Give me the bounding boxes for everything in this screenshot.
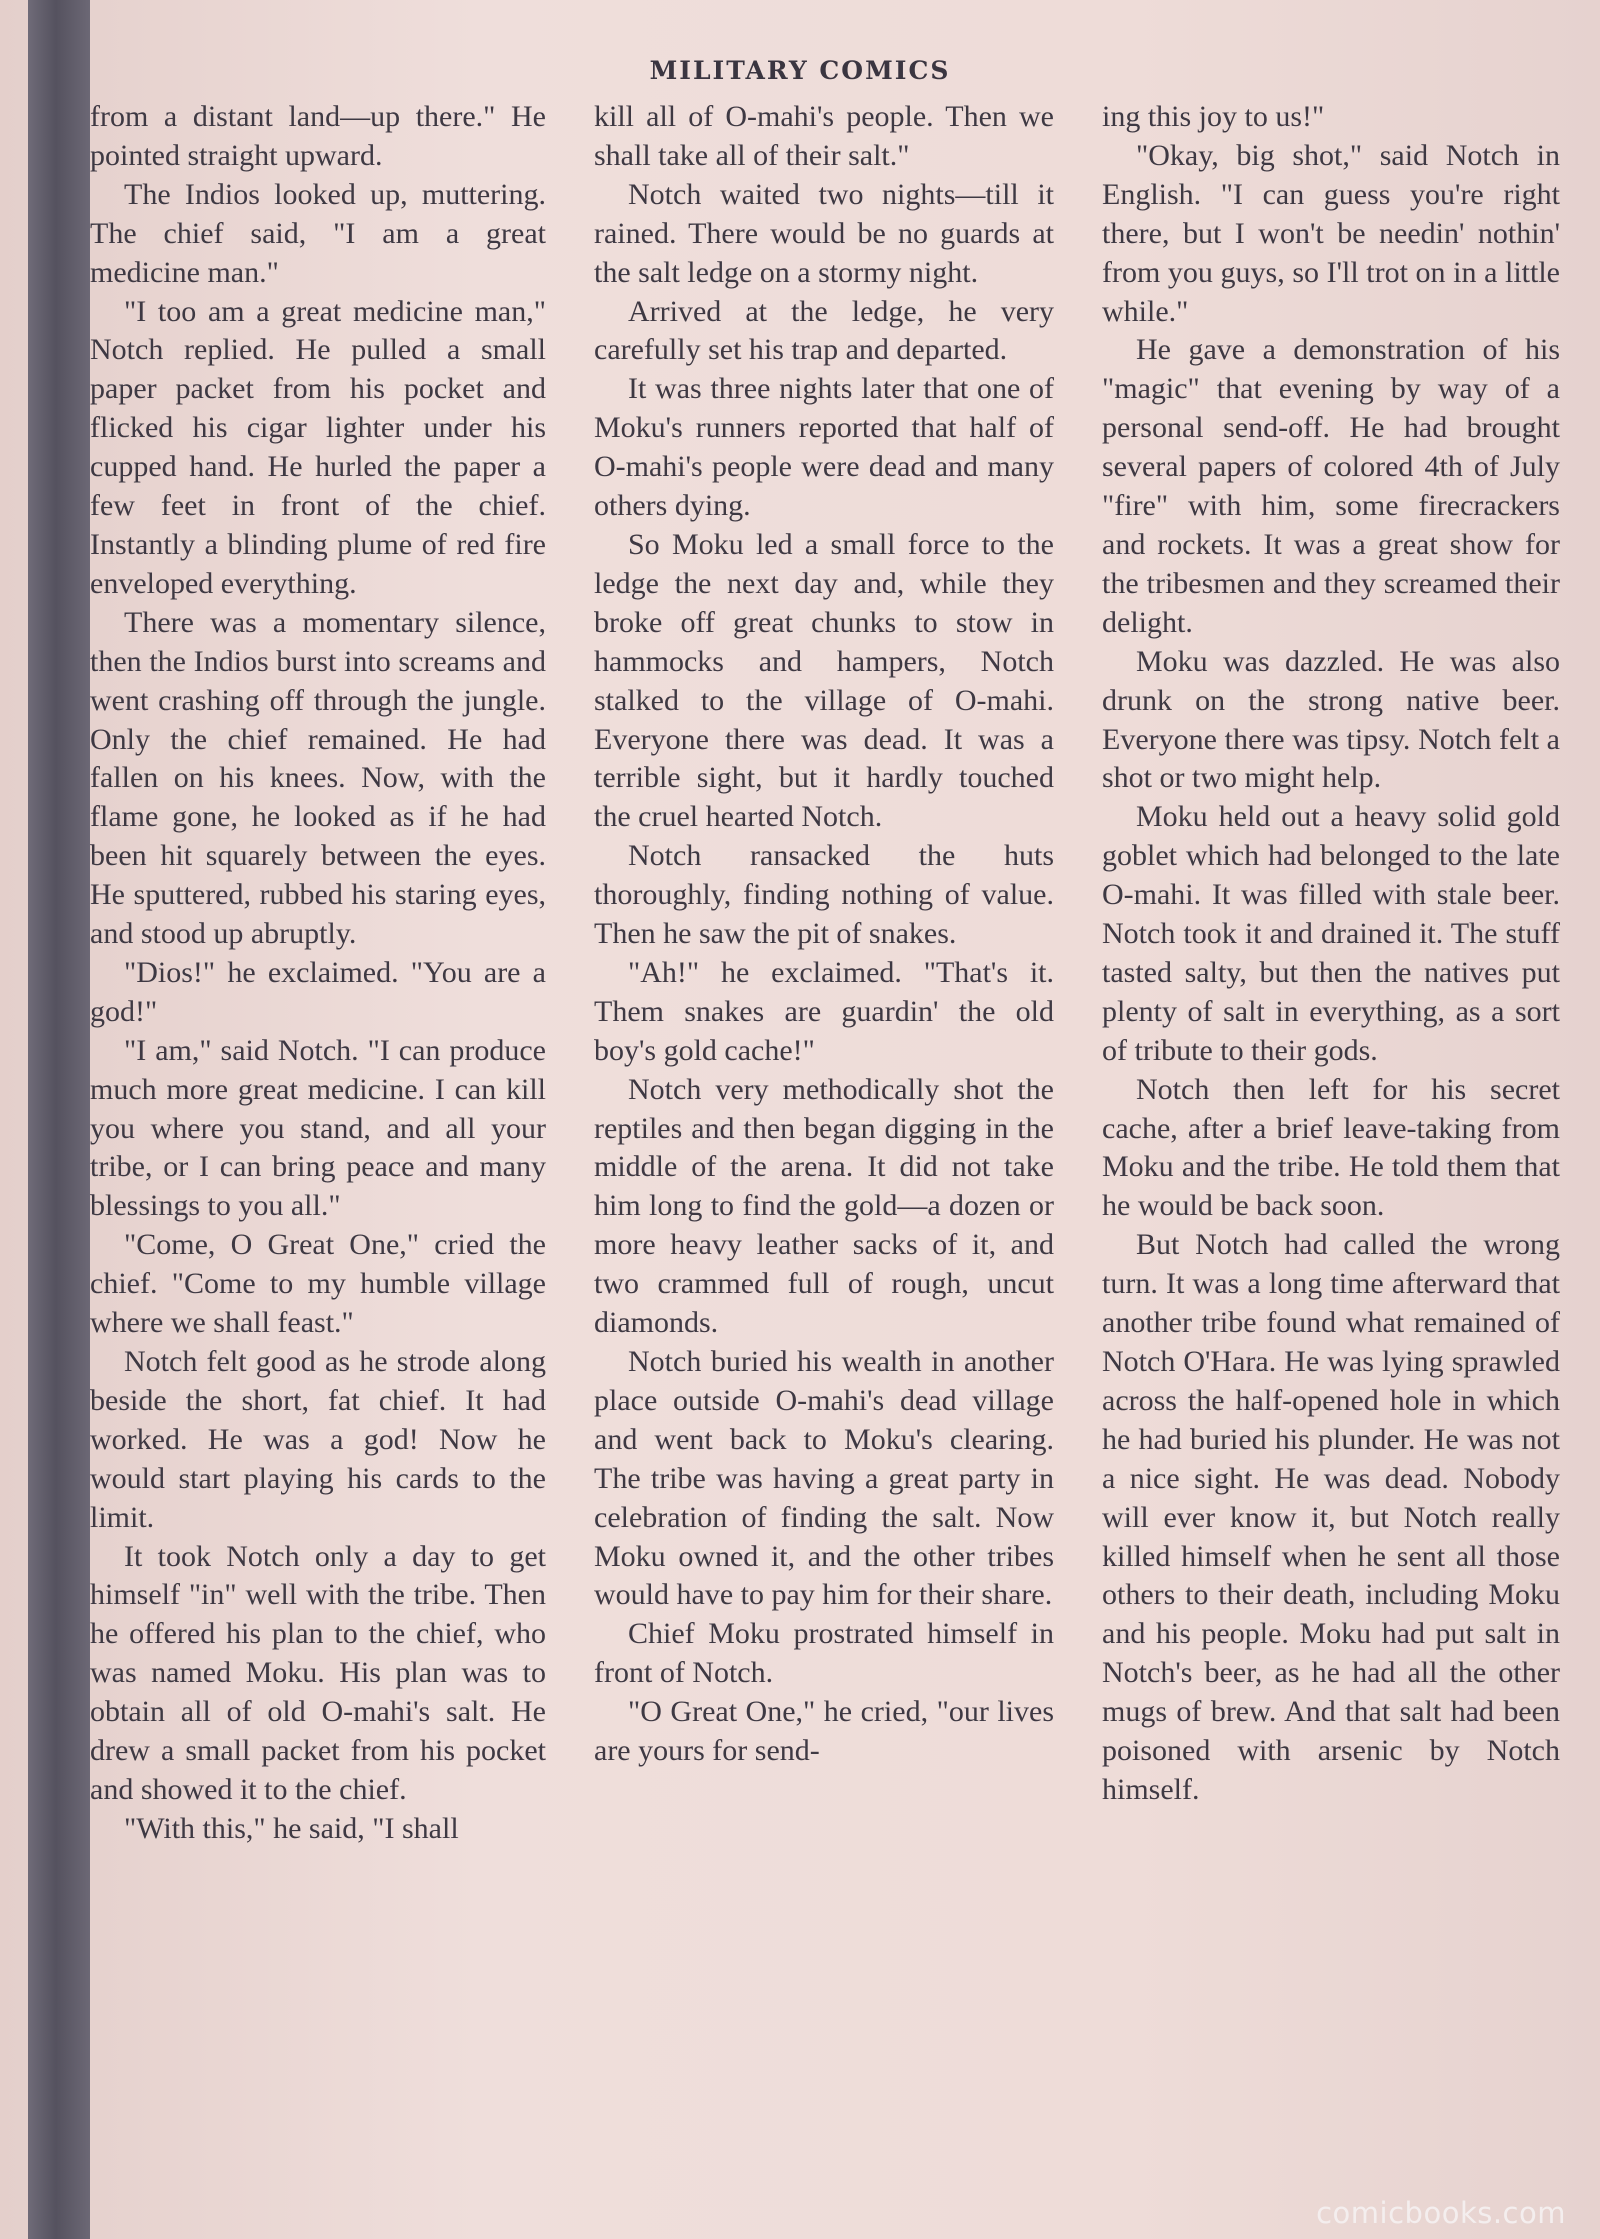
paragraph: "O Great One," he cried, "our lives are yours for send-: [594, 1695, 1054, 1768]
paragraph: Notch very methodically shot the reptiles and then began digging in the middle of the arena. It did not take him long to find the gold—a dozen or more heavy leather sacks of it, and two crammed full of rough, uncut diamonds.: [594, 1072, 1054, 1340]
paragraph: Arrived at the ledge, he very carefully set his trap and departed.: [594, 294, 1054, 367]
paragraph: He gave a demonstration of his "magic" that evening by way of a personal send-off. He had brought several papers of colored 4th of July "fire" with him, some firecrackers and rockets. It was a great show for the tribesmen and they screamed their delight.: [1102, 333, 1560, 639]
site-watermark: comicbooks.com: [1316, 2196, 1566, 2230]
paragraph: So Moku led a small force to the ledge the next day and, while they broke off great chunks to stow in hammocks and hampers, Notch stalked to the village of O-mahi. Everyone there was dead. It was a terrible sight, but it hardly touched the cruel hearted Notch.: [594, 527, 1054, 834]
paragraph: The Indios looked up, muttering. The chief said, "I am a great medicine man.": [90, 177, 546, 289]
paragraph: "I am," said Notch. "I can produce much more great medicine. I can kill you where you stand, and all your tribe, or I can bring peace and many blessings to you all.": [90, 1033, 546, 1223]
paragraph: There was a momentary silence, then the Indios burst into screams and went crashing off through the jungle. Only the chief remained. He had fallen on his knees. Now, with the flame gone, he looked as if he had been hit squarely between the eyes. He sputtered, rubbed his staring eyes, and stood up abruptly.: [90, 605, 546, 951]
paragraph: "Ah!" he exclaimed. "That's it. Them snakes are guardin' the old boy's gold cache!": [594, 955, 1054, 1067]
paragraph: ing this joy to us!": [1102, 100, 1325, 133]
paragraph: Notch felt good as he strode along beside the short, fat chief. It had worked. He was a god! Now he would start playing his cards to the limit.: [90, 1345, 546, 1534]
paragraph: "Okay, big shot," said Notch in English. "I can guess you're right there, but I won't be needin' nothin' from you guys, so I'll trot on in a little while.": [1102, 138, 1560, 328]
paragraph: Notch buried his wealth in another place outside O-mahi's dead village and went back to Moku's clearing. The tribe was having a great party in celebration of finding the salt. Now Moku owned it, and the other tribes would have to pay him for their share.: [594, 1345, 1054, 1612]
paragraph: kill all of O-mahi's people. Then we shall take all of their salt.": [594, 100, 1054, 172]
paragraph: It was three nights later that one of Moku's runners reported that half of O-mahi's people were dead and many others dying.: [594, 372, 1054, 523]
text-column-2: [594, 98, 1054, 2178]
paragraph: Chief Moku prostrated himself in front of Notch.: [594, 1617, 1054, 1690]
paragraph: "I too am a great medicine man," Notch replied. He pulled a small paper packet from his pocket and flicked his cigar lighter under his cupped hand. He hurled the paper a few feet in front of the chief. Instantly a blinding plume of red fire enveloped everything.: [90, 294, 546, 600]
paragraph: But Notch had called the wrong turn. It was a long time afterward that another tribe found what remained of Notch O'Hara. He was lying sprawled across the half-opened hole in which he had buried his plunder. He was not a nice sight. He was dead. Nobody will ever know it, but Notch really killed himself when he sent all those others to their death, including Moku and his people. Moku had put salt in Notch's beer, as he had all the other mugs of brew. And that salt had been poisoned with arsenic by Notch himself.: [1102, 1228, 1560, 1806]
text-column-3: [1102, 98, 1560, 2178]
paragraph: Notch waited two nights—till it rained. There would be no guards at the salt ledge on a stormy night.: [594, 177, 1054, 289]
page-binding-edge: [28, 0, 90, 2239]
paragraph: "Come, O Great One," cried the chief. "Come to my humble village where we shall feast.": [90, 1228, 546, 1340]
paragraph: It took Notch only a day to get himself "in" well with the tribe. Then he offered his plan to the chief, who was named Moku. His plan was to obtain all of old O-mahi's salt. He drew a small packet from his pocket and showed it to the chief.: [90, 1539, 546, 1806]
paragraph: "Dios!" he exclaimed. "You are a god!": [90, 955, 546, 1028]
paragraph: Moku was dazzled. He was also drunk on the strong native beer. Everyone there was tipsy. Notch felt a shot or two might help.: [1102, 644, 1560, 795]
paragraph: Notch then left for his secret cache, after a brief leave-taking from Moku and the tribe. He told them that he would be back soon.: [1102, 1072, 1560, 1223]
text-column-1: [90, 98, 546, 2178]
paragraph: "With this," he said, "I shall: [124, 1811, 459, 1845]
paragraph: Notch ransacked the huts thoroughly, finding nothing of value. Then he saw the pit of snakes.: [594, 839, 1054, 951]
page-header: MILITARY COMICS: [649, 56, 951, 85]
paragraph: Moku held out a heavy solid gold goblet which had belonged to the late O-mahi. It was filled with stale beer. Notch took it and drained it. The stuff tasted salty, but then the natives put plenty of salt in everything, as a sort of tribute to their gods.: [1102, 800, 1560, 1067]
paragraph: from a distant land—up there." He pointed straight upward.: [90, 100, 546, 172]
